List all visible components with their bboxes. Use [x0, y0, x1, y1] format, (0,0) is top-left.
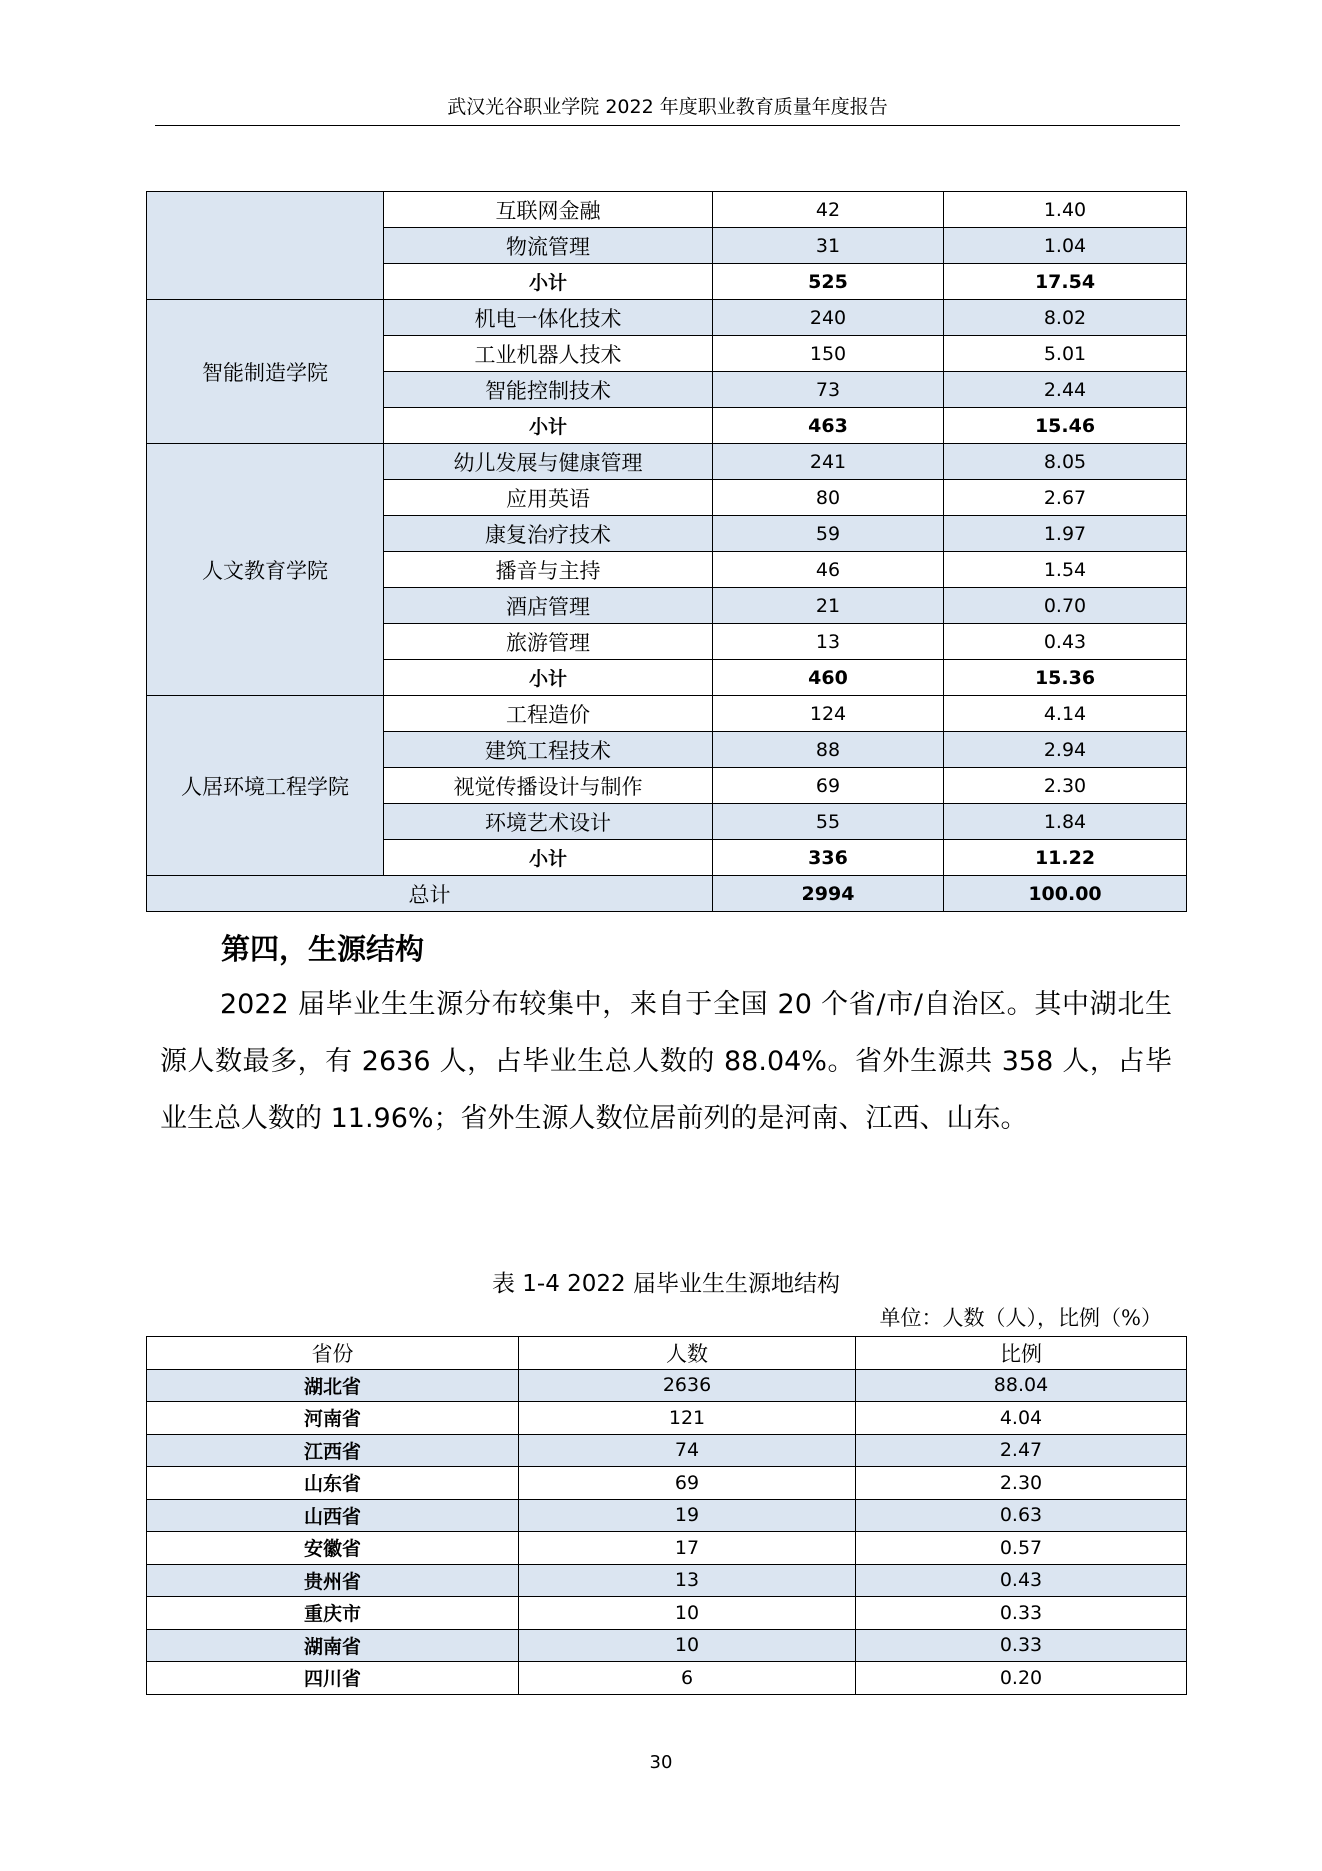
table-row — [147, 1402, 1187, 1435]
total-ratio: 100.00 — [944, 876, 1187, 912]
count-cell: 88 — [713, 732, 944, 768]
section-paragraph: 2022 届毕业生生源分布较集中，来自于全国 20 个省/市/自治区。其中湖北生源人数最多，有 2636 人，占毕业生总人数的 88.04%。省外生源共 358 人，占毕业生总人数的 11.96%；省外生源人数位居前列的是河南、江西、山东。 — [160, 989, 1172, 1134]
count-cell: 46 — [713, 552, 944, 588]
ratio-cell: 1.97 — [944, 516, 1187, 552]
province-cell: 贵州省 — [147, 1564, 519, 1597]
subtotal-label: 小计 — [384, 408, 713, 444]
ratio-cell: 0.70 — [944, 588, 1187, 624]
count-cell: 6 — [519, 1662, 856, 1695]
ratio-cell: 0.33 — [856, 1597, 1187, 1630]
ratio-cell: 4.04 — [856, 1402, 1187, 1435]
table-row — [147, 300, 1187, 336]
count-cell: 55 — [713, 804, 944, 840]
college-cell: 人文教育学院 — [147, 444, 384, 696]
ratio-cell: 2.47 — [856, 1434, 1187, 1467]
total-count: 2994 — [713, 876, 944, 912]
subtotal-ratio: 15.46 — [944, 408, 1187, 444]
table-row — [147, 1434, 1187, 1467]
ratio-cell: 8.05 — [944, 444, 1187, 480]
province-cell: 重庆市 — [147, 1597, 519, 1630]
ratio-cell: 1.84 — [944, 804, 1187, 840]
major-cell: 工业机器人技术 — [384, 336, 713, 372]
count-cell: 31 — [713, 228, 944, 264]
enrollment-by-major-table — [146, 191, 1187, 912]
major-cell: 环境艺术设计 — [384, 804, 713, 840]
ratio-cell: 4.14 — [944, 696, 1187, 732]
count-cell: 19 — [519, 1499, 856, 1532]
count-cell: 240 — [713, 300, 944, 336]
major-cell: 幼儿发展与健康管理 — [384, 444, 713, 480]
major-cell: 智能控制技术 — [384, 372, 713, 408]
ratio-cell: 2.67 — [944, 480, 1187, 516]
major-cell: 机电一体化技术 — [384, 300, 713, 336]
count-cell: 121 — [519, 1402, 856, 1435]
ratio-cell: 0.43 — [944, 624, 1187, 660]
table-row — [147, 1499, 1187, 1532]
province-cell: 四川省 — [147, 1662, 519, 1695]
ratio-cell: 8.02 — [944, 300, 1187, 336]
subtotal-count: 463 — [713, 408, 944, 444]
subtotal-label: 小计 — [384, 264, 713, 300]
ratio-cell: 0.57 — [856, 1532, 1187, 1565]
major-cell: 播音与主持 — [384, 552, 713, 588]
subtotal-ratio: 11.22 — [944, 840, 1187, 876]
province-cell: 湖北省 — [147, 1369, 519, 1402]
table-caption: 表 1-4 2022 届毕业生生源地结构 — [491, 1271, 841, 1297]
subtotal-label: 小计 — [384, 840, 713, 876]
total-row — [147, 876, 1187, 912]
subtotal-ratio: 17.54 — [944, 264, 1187, 300]
major-cell: 酒店管理 — [384, 588, 713, 624]
major-cell: 互联网金融 — [384, 192, 713, 228]
table-row — [147, 696, 1187, 732]
section-title: 第四，生源结构 — [221, 932, 425, 966]
count-cell: 124 — [713, 696, 944, 732]
ratio-cell: 2.44 — [944, 372, 1187, 408]
table-header-row — [147, 1337, 1187, 1370]
ratio-cell: 0.20 — [856, 1662, 1187, 1695]
ratio-cell: 1.04 — [944, 228, 1187, 264]
count-cell: 69 — [713, 768, 944, 804]
major-cell: 建筑工程技术 — [384, 732, 713, 768]
count-cell: 73 — [713, 372, 944, 408]
province-cell: 湖南省 — [147, 1629, 519, 1662]
province-cell: 山东省 — [147, 1467, 519, 1500]
ratio-cell: 2.30 — [856, 1467, 1187, 1500]
province-cell: 山西省 — [147, 1499, 519, 1532]
table-row — [147, 1369, 1187, 1402]
page-number: 30 — [649, 1752, 673, 1773]
subtotal-ratio: 15.36 — [944, 660, 1187, 696]
major-cell: 康复治疗技术 — [384, 516, 713, 552]
count-cell: 69 — [519, 1467, 856, 1500]
table-row — [147, 1532, 1187, 1565]
count-cell: 17 — [519, 1532, 856, 1565]
count-cell: 13 — [519, 1564, 856, 1597]
total-label: 总计 — [147, 876, 713, 912]
ratio-cell: 0.43 — [856, 1564, 1187, 1597]
table-row — [147, 444, 1187, 480]
table-row — [147, 1564, 1187, 1597]
subtotal-count: 460 — [713, 660, 944, 696]
major-cell: 应用英语 — [384, 480, 713, 516]
table-row — [147, 192, 1187, 228]
subtotal-label: 小计 — [384, 660, 713, 696]
count-cell: 10 — [519, 1629, 856, 1662]
ratio-cell: 88.04 — [856, 1369, 1187, 1402]
header-province: 省份 — [147, 1337, 519, 1370]
province-cell: 河南省 — [147, 1402, 519, 1435]
major-cell: 旅游管理 — [384, 624, 713, 660]
table-row — [147, 1629, 1187, 1662]
count-cell: 80 — [713, 480, 944, 516]
major-cell: 物流管理 — [384, 228, 713, 264]
count-cell: 13 — [713, 624, 944, 660]
table-unit-note: 单位：人数（人），比例（%） — [879, 1306, 1162, 1330]
page-header: 武汉光谷职业学院 2022 年度职业教育质量年度报告 — [155, 92, 1180, 126]
count-cell: 2636 — [519, 1369, 856, 1402]
table-row — [147, 1467, 1187, 1500]
college-cell: 人居环境工程学院 — [147, 696, 384, 876]
ratio-cell: 1.40 — [944, 192, 1187, 228]
college-cell: 智能制造学院 — [147, 300, 384, 444]
count-cell: 42 — [713, 192, 944, 228]
count-cell: 241 — [713, 444, 944, 480]
header-ratio: 比例 — [856, 1337, 1187, 1370]
province-cell: 江西省 — [147, 1434, 519, 1467]
major-cell: 工程造价 — [384, 696, 713, 732]
ratio-cell: 0.33 — [856, 1629, 1187, 1662]
college-cell — [147, 192, 384, 300]
province-cell: 安徽省 — [147, 1532, 519, 1565]
subtotal-count: 525 — [713, 264, 944, 300]
table-row — [147, 1662, 1187, 1695]
count-cell: 59 — [713, 516, 944, 552]
province-source-table — [146, 1336, 1187, 1695]
subtotal-count: 336 — [713, 840, 944, 876]
count-cell: 21 — [713, 588, 944, 624]
table-row — [147, 1597, 1187, 1630]
ratio-cell: 0.63 — [856, 1499, 1187, 1532]
ratio-cell: 5.01 — [944, 336, 1187, 372]
major-cell: 视觉传播设计与制作 — [384, 768, 713, 804]
count-cell: 74 — [519, 1434, 856, 1467]
ratio-cell: 2.30 — [944, 768, 1187, 804]
count-cell: 150 — [713, 336, 944, 372]
ratio-cell: 1.54 — [944, 552, 1187, 588]
header-count: 人数 — [519, 1337, 856, 1370]
count-cell: 10 — [519, 1597, 856, 1630]
ratio-cell: 2.94 — [944, 732, 1187, 768]
